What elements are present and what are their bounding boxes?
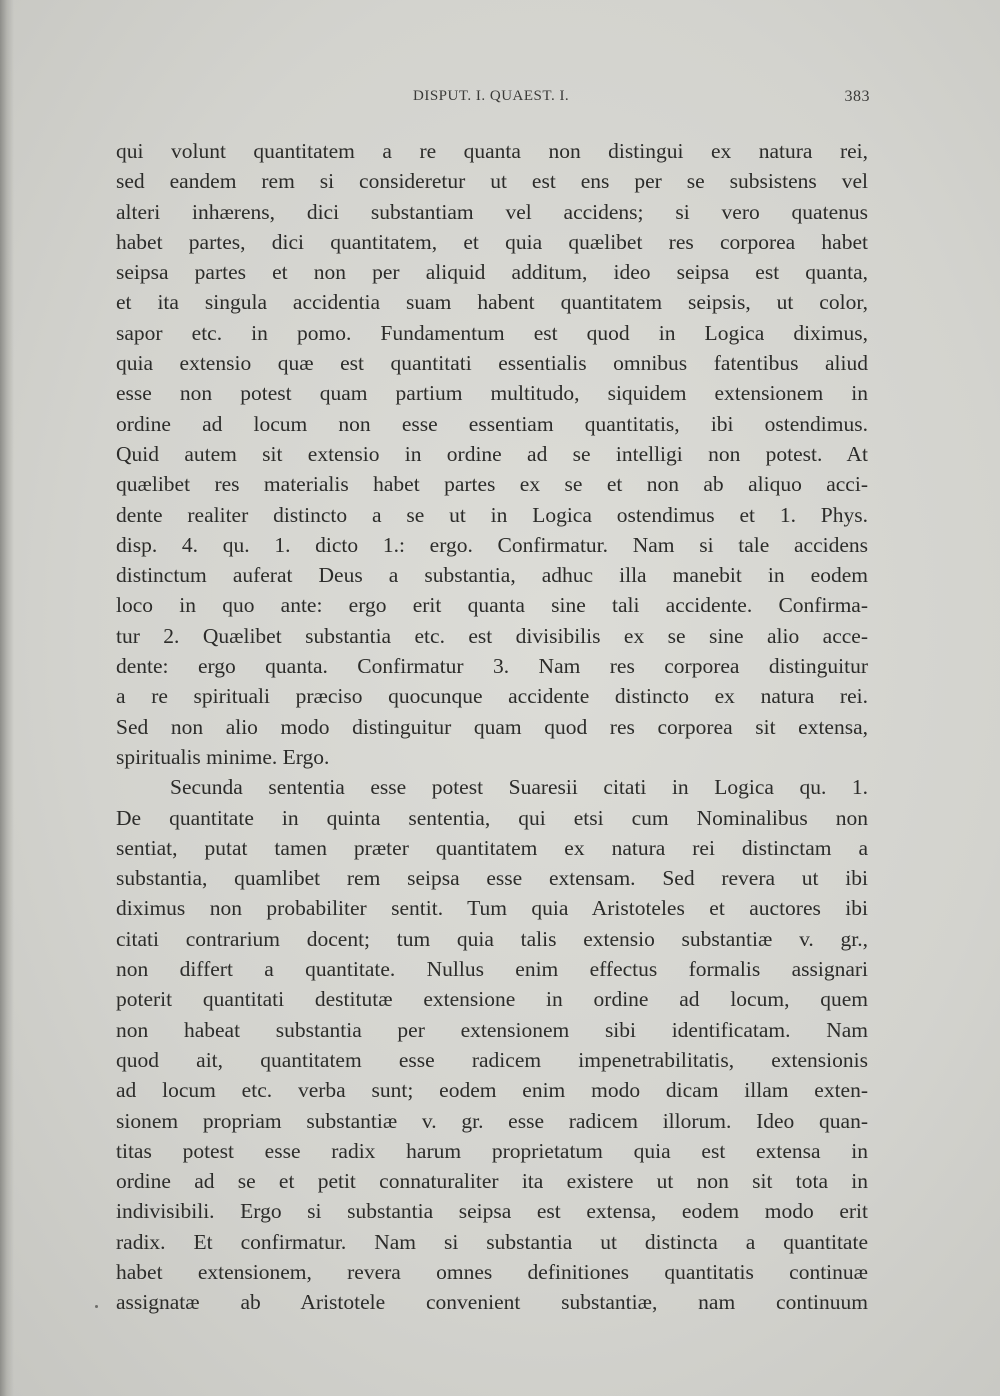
text-line: ordine ad se et petit connaturaliter ita existere ut non sit tota in xyxy=(116,1169,868,1194)
text-line: a re spirituali præciso quocunque accidente distincto ex natura rei. xyxy=(116,684,868,709)
text-line: esse non potest quam partium multitudo, siquidem extensionem in xyxy=(116,381,868,406)
paragraph-first-line: Secunda sententia esse potest Suaresii citati in Logica qu. 1. xyxy=(170,775,868,800)
text-line: dente realiter distincto a se ut in Logica ostendimus et 1. Phys. xyxy=(116,502,868,527)
text-line: quia extensio quæ est quantitati essentialis omnibus fatentibus aliud xyxy=(116,351,868,376)
page-number: 383 xyxy=(844,88,870,105)
text-line: alteri inhærens, dici substantiam vel accidens; si vero quatenus xyxy=(116,199,868,224)
text-line: loco in quo ante: ergo erit quanta sine tali accidente. Confirma- xyxy=(116,593,868,618)
text-line: sionem propriam substantiæ v. gr. esse radicem illorum. Ideo quan- xyxy=(116,1108,868,1133)
text-line: qui volunt quantitatem a re quanta non distingui ex natura rei, xyxy=(116,139,868,163)
text-line: substantia, quamlibet rem seipsa esse extensam. Sed revera ut ibi xyxy=(116,866,868,891)
text-line: habet partes, dici quantitatem, et quia quælibet res corporea habet xyxy=(116,229,868,254)
text-line: sapor etc. in pomo. Fundamentum est quod in Logica diximus, xyxy=(116,320,868,345)
text-line: De quantitate in quinta sententia, qui etsi cum Nominalibus non xyxy=(116,805,868,830)
binding-shadow xyxy=(0,0,14,1396)
text-line: non habeat substantia per extensionem sibi identificatam. Nam xyxy=(116,1017,868,1042)
text-line: dente: ergo quanta. Confirmatur 3. Nam res corporea distinguitur xyxy=(116,654,868,679)
text-line: et ita singula accidentia suam habent quantitatem seipsis, ut color, xyxy=(116,290,868,315)
text-line: quod ait, quantitatem esse radicem impenetrabilitatis, extensionis xyxy=(116,1047,868,1072)
text-line: Quid autem sit extensio in ordine ad se intelligi non potest. At xyxy=(116,441,868,466)
text-line: ordine ad locum non esse essentiam quantitatis, ibi ostendimus. xyxy=(116,411,868,436)
text-line: disp. 4. qu. 1. dicto 1.: ergo. Confirmatur. Nam si tale accidens xyxy=(116,532,868,557)
paper-speck xyxy=(95,1305,98,1308)
text-line: assignatæ ab Aristotele convenient substantiæ, nam continuum xyxy=(116,1290,868,1315)
paragraph-end-line: spiritualis minime. Ergo. xyxy=(116,744,330,769)
running-head: DISPUT. I. QUAEST. I. xyxy=(413,88,570,104)
body-text xyxy=(116,136,868,1318)
text-line: sed eandem rem si consideretur ut est ens per se subsistens vel xyxy=(116,169,868,194)
text-line: poterit quantitati destitutæ extensione in ordine ad locum, quem xyxy=(116,987,868,1012)
text-line: ad locum etc. verba sunt; eodem enim modo dicam illam exten- xyxy=(116,1078,868,1103)
text-line: titas potest esse radix harum proprietatum quia est extensa in xyxy=(116,1138,868,1163)
text-line: indivisibili. Ergo si substantia seipsa est extensa, eodem modo erit xyxy=(116,1199,868,1224)
text-line: seipsa partes et non per aliquid additum, ideo seipsa est quanta, xyxy=(116,260,868,285)
text-line: habet extensionem, revera omnes definitiones quantitatis continuæ xyxy=(116,1259,868,1284)
text-line: citati contrarium docent; tum quia talis extensio substantiæ v. gr., xyxy=(116,926,868,951)
text-line: distinctum auferat Deus a substantia, adhuc illa manebit in eodem xyxy=(116,563,868,588)
text-line: non differt a quantitate. Nullus enim effectus formalis assignari xyxy=(116,957,868,982)
text-line: radix. Et confirmatur. Nam si substantia ut distincta a quantitate xyxy=(116,1229,868,1254)
text-line: tur 2. Quælibet substantia etc. est divisibilis ex se sine alio acce- xyxy=(116,623,868,648)
text-line: Sed non alio modo distinguitur quam quod res corporea sit extensa, xyxy=(116,714,868,739)
page-header xyxy=(116,88,870,112)
text-line: quælibet res materialis habet partes ex se et non ab aliquo acci- xyxy=(116,472,868,497)
text-line: sentiat, putat tamen præter quantitatem ex natura rei distinctam a xyxy=(116,835,868,860)
text-line: diximus non probabiliter sentit. Tum quia Aristoteles et auctores ibi xyxy=(116,896,868,921)
